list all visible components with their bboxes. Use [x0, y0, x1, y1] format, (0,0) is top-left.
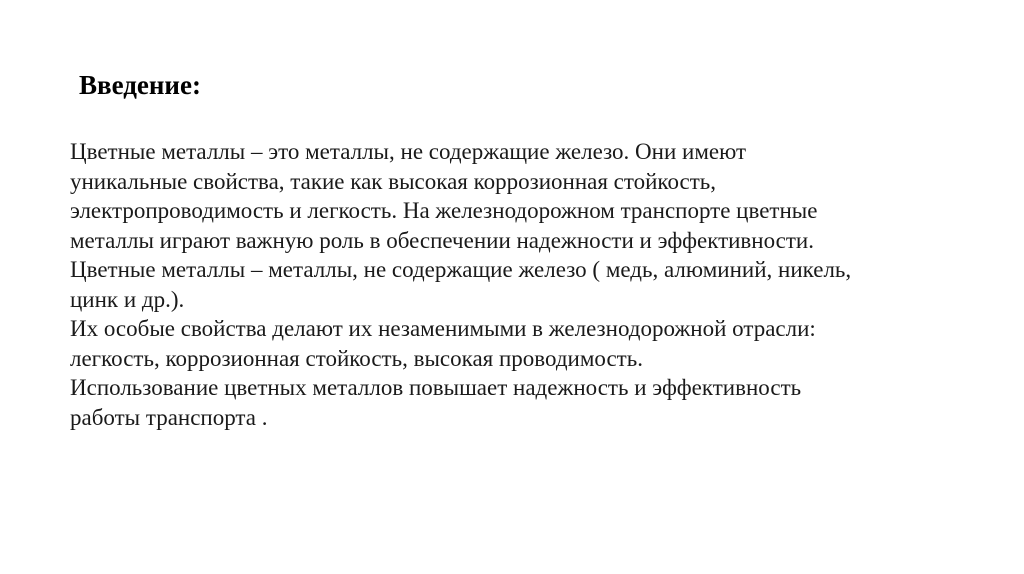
slide-title: Введение:	[79, 70, 201, 100]
body-line: Их особые свойства делают их незаменимыми в железнодорожной отрасли:	[70, 316, 816, 341]
body-line: электропроводимость и легкость. На железнодорожном транспорте цветные	[70, 198, 818, 223]
body-line: Цветные металлы – это металлы, не содержащие железо. Они имеют	[70, 139, 747, 164]
body-line: Использование цветных металлов повышает надежность и эффективность	[70, 375, 802, 400]
body-line: уникальные свойства, такие как высокая коррозионная стойкость,	[70, 168, 717, 194]
body-line: цинк и др.).	[70, 286, 185, 312]
body-line: легкость, коррозионная стойкость, высокая проводимость.	[70, 345, 643, 371]
body-line: металлы играют важную роль в обеспечении надежности и эффективности.	[70, 227, 814, 253]
body-line: Цветные металлы – металлы, не содержащие железо ( медь, алюминий, никель,	[70, 257, 852, 282]
body-line: работы транспорта .	[70, 404, 268, 430]
slide-body	[70, 137, 990, 432]
